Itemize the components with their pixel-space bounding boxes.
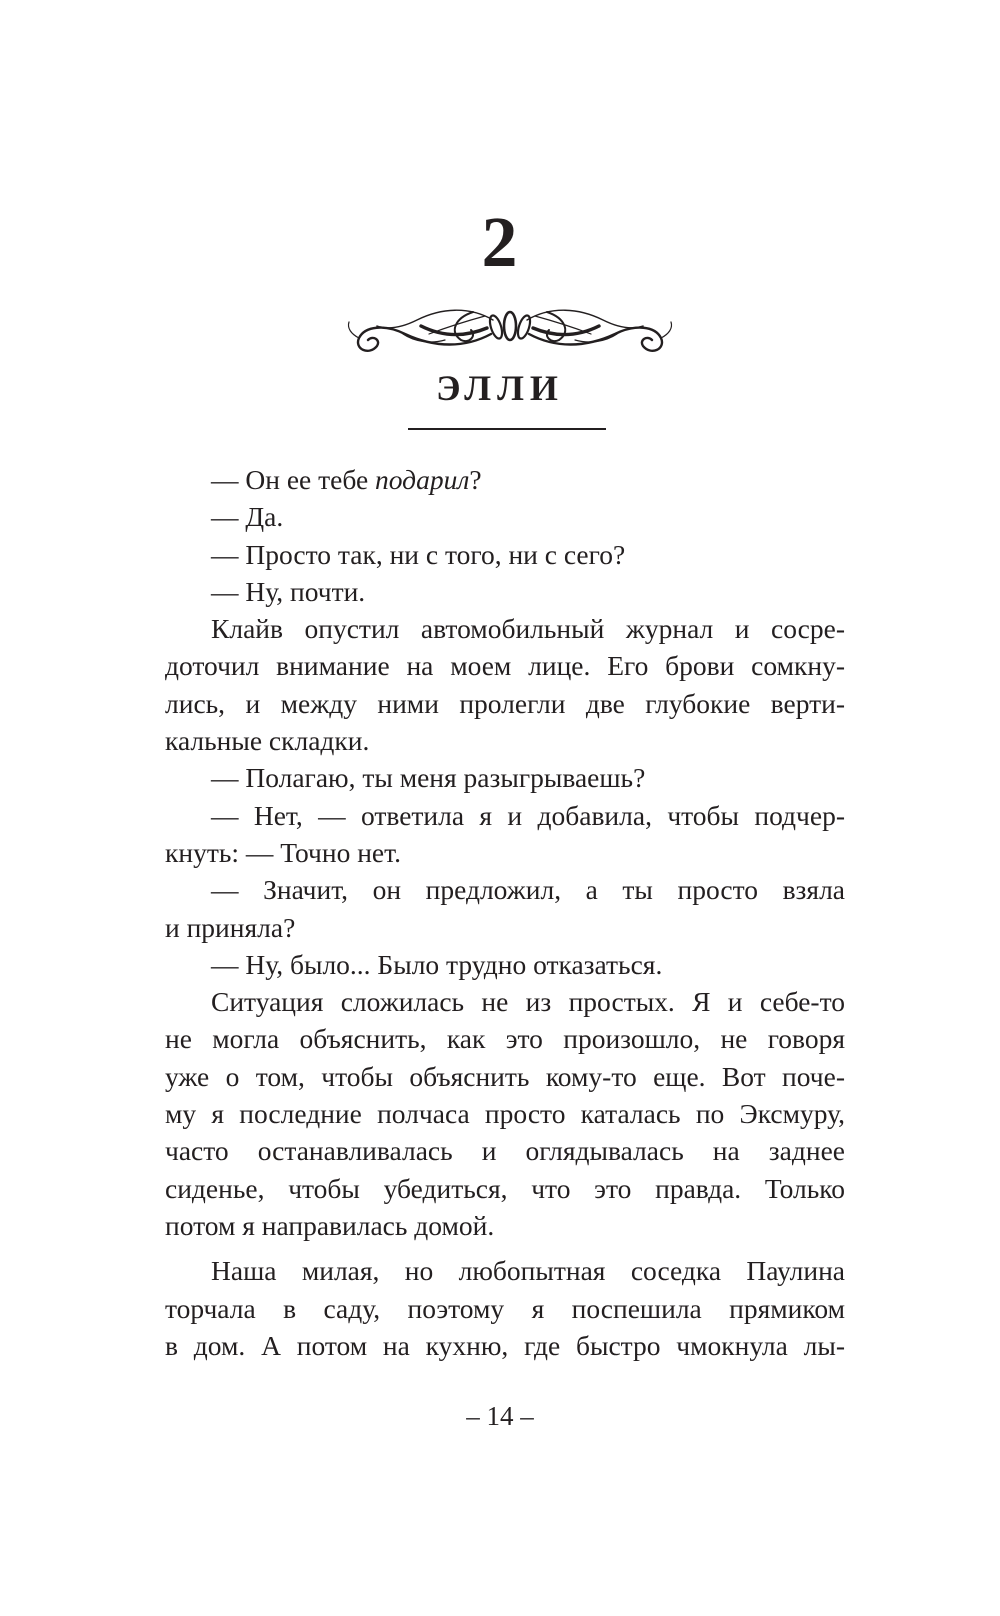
text-line: — Нет, — ответила я и добавила, чтобы подчер-: [211, 799, 845, 831]
text-line: потом я направилась домой.: [165, 1209, 495, 1241]
text-line: Клайв опустил автомобильный журнал и сосре-: [211, 613, 845, 645]
text-line: — Да.: [211, 501, 284, 533]
text-line: в дом. А потом на кухню, где быстро чмокнула лы-: [165, 1329, 845, 1361]
chapter-title: ЭЛЛИ: [436, 368, 564, 408]
text-line: сиденье, чтобы убедиться, что это правда. Только: [165, 1172, 845, 1204]
text-line: — Просто так, ни с того, ни с сего?: [211, 538, 626, 570]
text-line: торчала в саду, поэтому я поспешила прямиком: [165, 1292, 845, 1324]
text-line: Ситуация сложилась не из простых. Я и себе-то: [211, 986, 845, 1018]
text-line: лись, и между ними пролегли две глубокие верти-: [165, 687, 845, 719]
text-line: и приняла?: [165, 911, 296, 943]
text-line: Наша милая, но любопытная соседка Паулина: [211, 1255, 845, 1287]
text-line: му я последние полчаса просто каталась по Эксмуру,: [165, 1098, 845, 1130]
page-number: – 14 –: [466, 1401, 534, 1431]
text-line: — Он ее тебе подарил?: [211, 464, 482, 495]
text-line: — Ну, почти.: [211, 575, 366, 607]
text-line: — Полагаю, ты меня разыгрываешь?: [211, 762, 646, 794]
paragraph-gap: [165, 1244, 845, 1252]
text-line: не могла объяснить, как это произошло, не говоря: [165, 1023, 845, 1055]
chapter-number: 2: [481, 202, 519, 282]
text-line: уже о том, чтобы объяснить кому-то еще. Вот поче-: [165, 1060, 845, 1092]
text-line: кнуть: — Точно нет.: [165, 836, 401, 868]
text-line: доточил внимание на моем лице. Его брови сомкну-: [165, 650, 845, 682]
title-rule: [408, 428, 606, 430]
text-line: — Значит, он предложил, а ты просто взяла: [211, 874, 845, 906]
text-line: часто останавливалась и оглядывалась на заднее: [165, 1135, 845, 1167]
scroll-flourish-icon: [345, 304, 675, 376]
text-line: — Ну, было... Было трудно отказаться.: [211, 948, 663, 980]
text-line: кальные складки.: [165, 725, 370, 757]
body-text: [165, 461, 845, 1364]
